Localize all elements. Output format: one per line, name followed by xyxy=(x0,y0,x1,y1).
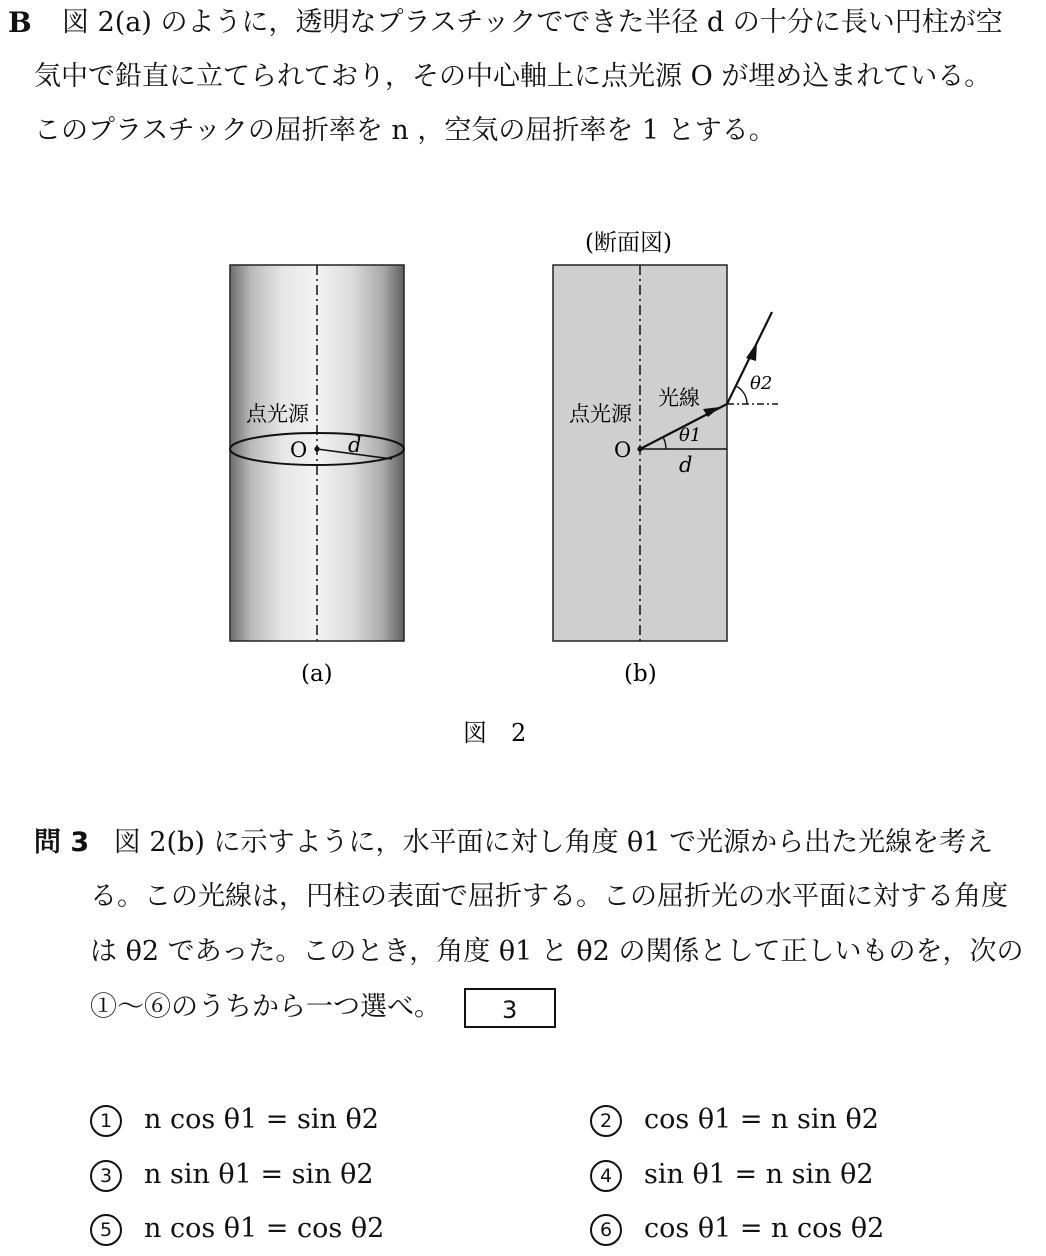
choice-5[interactable] xyxy=(90,1212,384,1246)
choice-number-4: 4 xyxy=(590,1160,622,1192)
question-text-4: ①～⑥のうちから一つ選べ。 xyxy=(90,991,441,1023)
choice-3[interactable] xyxy=(90,1158,374,1192)
choice-formula-5: n cos θ1 = cos θ2 xyxy=(144,1213,385,1244)
choice-number-1: 1 xyxy=(90,1105,122,1137)
point-label-a: O xyxy=(290,438,308,462)
choice-2[interactable] xyxy=(590,1103,879,1137)
choice-number-3: 3 xyxy=(90,1160,122,1192)
refracted-ray-arrow xyxy=(746,342,757,361)
choice-1[interactable] xyxy=(90,1103,379,1137)
cross-section-title: (断面図) xyxy=(585,230,672,256)
intro-line-3: このプラスチックの屈折率を n ，空気の屈折率を 1 とする。 xyxy=(34,115,776,146)
choice-formula-1: n cos θ1 = sin θ2 xyxy=(144,1104,379,1135)
intro-line-2: 気中で鉛直に立てられており，その中心軸上に点光源 O が埋め込まれている。 xyxy=(34,61,992,92)
figure-caption: 図 2 xyxy=(463,719,527,747)
choice-4[interactable] xyxy=(590,1158,874,1192)
panel-b xyxy=(553,230,778,687)
ray-label: 光線 xyxy=(658,386,700,410)
radius-label-a: d xyxy=(348,433,362,457)
radius-label-b: d xyxy=(679,453,693,477)
question-text-1: 図 2(b) に示すように，水平面に対し角度 θ1 で光源から出た光線を考え xyxy=(113,827,994,858)
question-line-4 xyxy=(90,988,556,1028)
panel-a xyxy=(230,265,404,687)
problem-label: B xyxy=(8,6,32,39)
choice-number-2: 2 xyxy=(590,1105,622,1137)
point-source-dot xyxy=(314,446,319,451)
choice-formula-6: cos θ1 = n cos θ2 xyxy=(644,1213,885,1244)
choice-6[interactable] xyxy=(590,1212,884,1246)
source-label-a: 点光源 xyxy=(246,402,309,426)
panel-a-label: (a) xyxy=(301,661,333,687)
point-label-b: O xyxy=(614,438,632,462)
answer-box[interactable]: 3 xyxy=(464,988,556,1028)
question-number: 問 3 xyxy=(34,827,90,858)
choice-number-6: 6 xyxy=(590,1214,622,1246)
theta2-label: θ2 xyxy=(750,373,773,394)
theta2-arc xyxy=(736,386,747,404)
intro-line-1: 図 2(a) のように，透明なプラスチックでできた半径 d の十分に長い円柱が空 xyxy=(62,7,1003,38)
choice-formula-4: sin θ1 = n sin θ2 xyxy=(644,1159,874,1190)
choice-formula-2: cos θ1 = n sin θ2 xyxy=(644,1104,879,1135)
question-line-2: る。この光線は，円柱の表面で屈折する。この屈折光の水平面に対する角度 xyxy=(90,881,1008,912)
question-line-3: は θ2 であった。このとき，角度 θ1 と θ2 の関係として正しいものを，次の xyxy=(90,936,1024,967)
choice-number-5: 5 xyxy=(90,1214,122,1246)
panel-b-label: (b) xyxy=(624,661,657,687)
choice-formula-3: n sin θ1 = sin θ2 xyxy=(144,1159,374,1190)
source-label-b: 点光源 xyxy=(569,402,632,426)
question-line-1 xyxy=(34,826,993,860)
theta1-label: θ1 xyxy=(679,425,702,446)
point-source-dot-b xyxy=(637,446,642,451)
